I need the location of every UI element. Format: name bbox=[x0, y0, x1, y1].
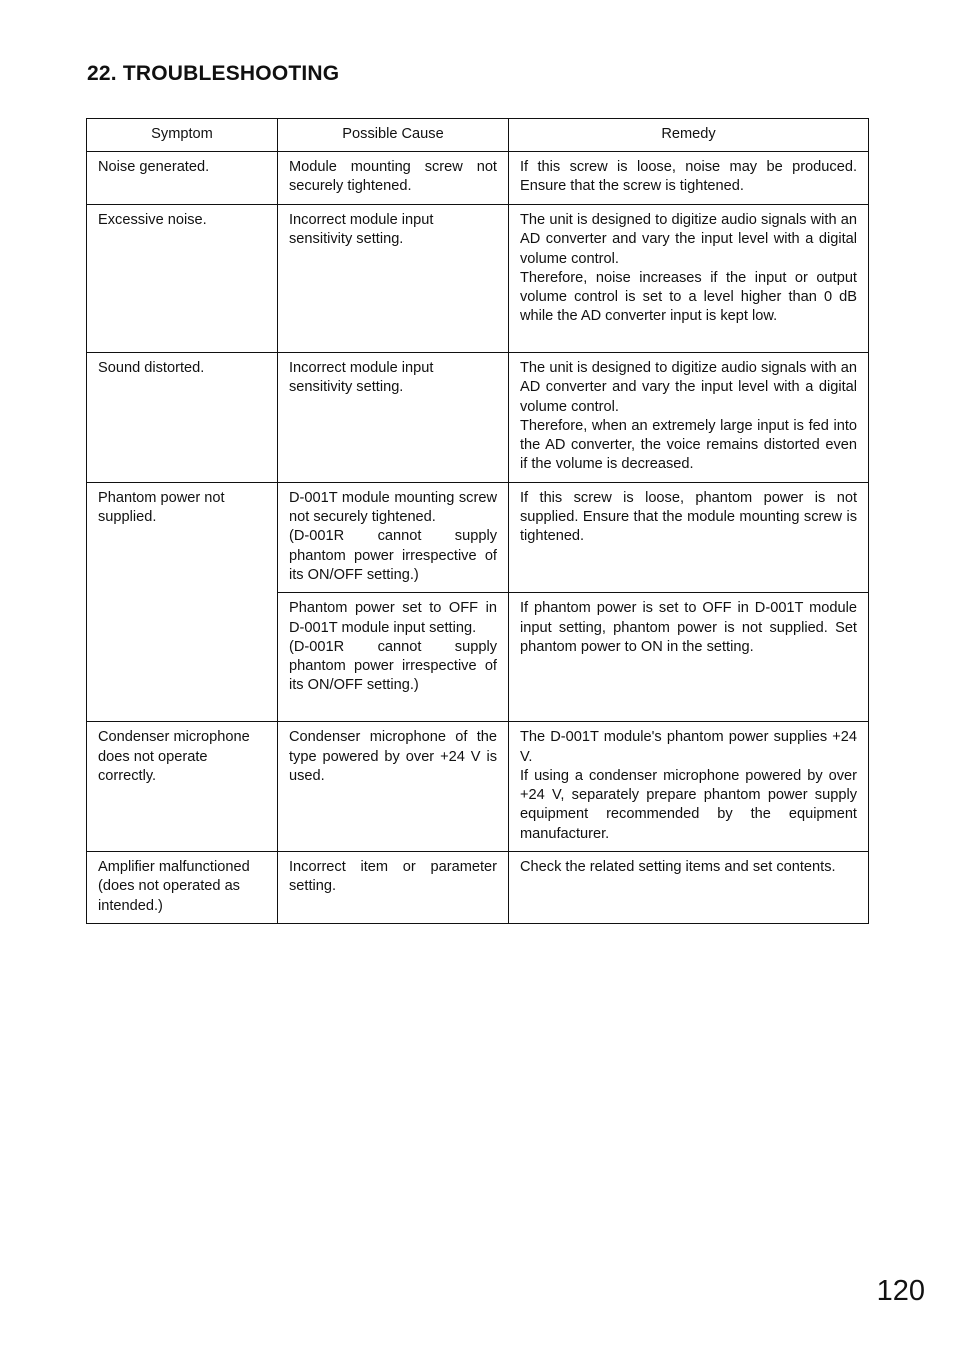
cause-cell: Module mounting screw not securely tightened. bbox=[278, 152, 509, 205]
remedy-paragraph: The D-001T module's phantom power supplies +24 V. bbox=[520, 729, 857, 765]
remedy-cell: Check the related setting items and set contents. bbox=[509, 852, 869, 924]
remedy-paragraph: The unit is designed to digitize audio signals with an AD converter and vary the input level with a digital volume control. bbox=[520, 360, 857, 415]
cause-line: D-001T module mounting screw not securely tightened. bbox=[289, 489, 497, 526]
cause-line: Phantom power set to OFF in D-001T module input setting. bbox=[289, 600, 497, 636]
remedy-cell bbox=[509, 353, 869, 483]
symptom-cell: Phantom power not supplied. bbox=[87, 482, 278, 721]
header-symptom: Symptom bbox=[87, 119, 278, 152]
cause-note: (D-001R cannot supply phantom power irrespective of its ON/OFF setting.) bbox=[289, 638, 497, 694]
cause-cell: Incorrect module input sensitivity setting. bbox=[278, 353, 509, 483]
remedy-cell bbox=[509, 722, 869, 852]
cause-cell: Incorrect module input sensitivity setting. bbox=[278, 205, 509, 353]
table-row bbox=[87, 722, 869, 852]
table-row bbox=[87, 205, 869, 353]
remedy-paragraph: If using a condenser microphone powered by over +24 V, separately prepare phantom power supply equipment recommended by the equipment manufacturer. bbox=[520, 767, 857, 842]
remedy-cell bbox=[509, 205, 869, 353]
cause-note: (D-001R cannot supply phantom power irrespective of its ON/OFF setting.) bbox=[289, 528, 497, 583]
header-possible-cause: Possible Cause bbox=[278, 119, 509, 152]
cause-cell: Incorrect item or parameter setting. bbox=[278, 852, 509, 924]
remedy-paragraph: The unit is designed to digitize audio signals with an AD converter and vary the input level with a digital volume control. bbox=[520, 212, 857, 267]
table-row bbox=[87, 482, 869, 592]
table-header-row bbox=[87, 119, 869, 152]
symptom-cell: Condenser microphone does not operate correctly. bbox=[87, 722, 278, 852]
table-row bbox=[87, 852, 869, 924]
cause-cell bbox=[278, 482, 509, 592]
symptom-cell: Excessive noise. bbox=[87, 205, 278, 353]
header-remedy: Remedy bbox=[509, 119, 869, 152]
table-row bbox=[87, 152, 869, 205]
troubleshooting-table bbox=[86, 118, 869, 924]
page-number: 120 bbox=[876, 1275, 925, 1307]
remedy-cell: If this screw is loose, phantom power is not supplied. Ensure that the module mounting screw is tightened. bbox=[509, 482, 869, 592]
table-row bbox=[87, 353, 869, 483]
page-title: 22. TROUBLESHOOTING bbox=[87, 62, 340, 85]
symptom-cell: Noise generated. bbox=[87, 152, 278, 205]
remedy-cell: If this screw is loose, noise may be produced. Ensure that the screw is tightened. bbox=[509, 152, 869, 205]
symptom-cell: Sound distorted. bbox=[87, 353, 278, 483]
remedy-paragraph: Therefore, noise increases if the input or output volume control is set to a level higher than 0 dB while the AD converter input is kept low. bbox=[520, 269, 857, 325]
cause-cell bbox=[278, 593, 509, 722]
remedy-paragraph: Therefore, when an extremely large input is fed into the AD converter, the voice remains distorted even if the volume is decreased. bbox=[520, 417, 857, 473]
remedy-cell: If phantom power is set to OFF in D-001T module input setting, phantom power is not supplied. Set phantom power to ON in the setting. bbox=[509, 593, 869, 722]
cause-cell: Condenser microphone of the type powered by over +24 V is used. bbox=[278, 722, 509, 852]
symptom-cell: Amplifier malfunctioned (does not operated as intended.) bbox=[87, 852, 278, 924]
